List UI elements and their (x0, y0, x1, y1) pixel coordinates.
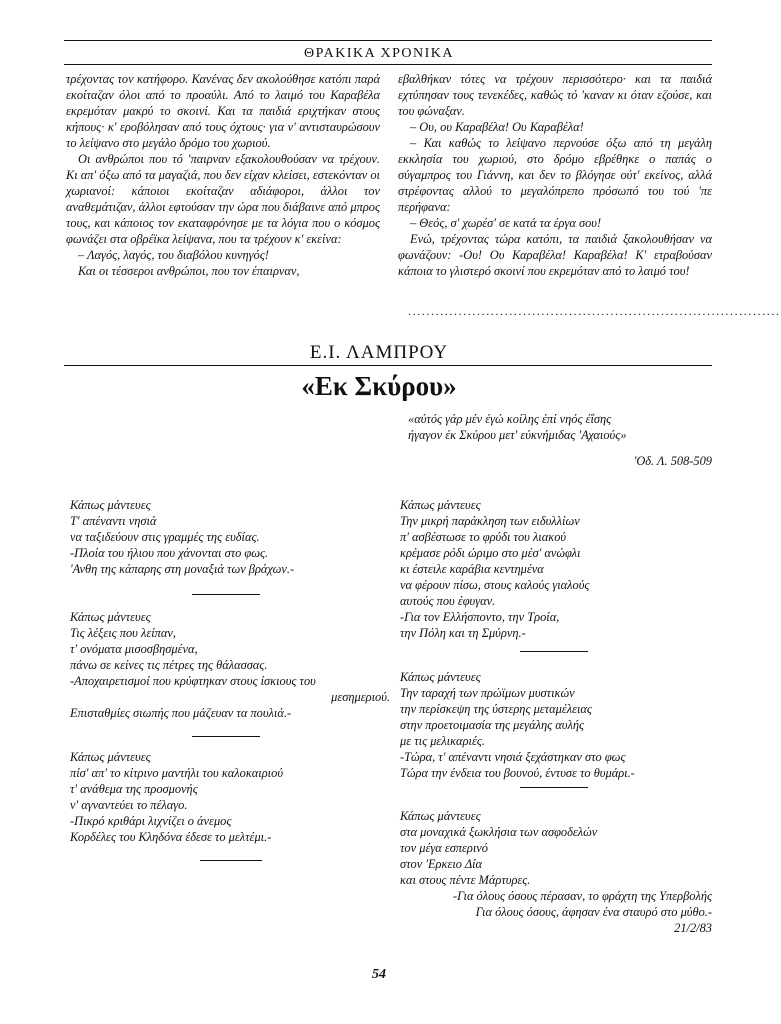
poem-line: Επισταθμίες σιωπής που μάζευαν τα πουλιά.- (70, 706, 292, 720)
poem-column-right (400, 497, 712, 641)
poem-line: Κάπως μάντευες (70, 498, 151, 512)
prose-paragraph: Οι ανθρώποι που τό 'παιρναν εξακολουθούσαν να τρέχουν. Κι απ' όξω από τα μαγαζιά, που δεν είχαν κλείσει, εστεκόνταν οι χωριανοί: κάποιοι εκοίταζαν αδιάφοροι, άλλοι τον αναθεμάτιζαν, άλλοι εφτούσαν την ώρα που διάβαινε από μπρος τους, και κάποιος τον εκαταφρόνησε με τα λόγια που ο κόσμος φωνάζει στα οβρέϊκα λείψανα, που τα τρέχουν κ' εκείνα: (66, 152, 380, 246)
header-rule-top (64, 40, 712, 41)
poem-line: την περίσκεψη της ύστερης μεταμέλειας (400, 702, 592, 716)
poem-line: -Πλοία του ήλιου που χάνονται στο φως. (70, 546, 269, 560)
poem-line: Κάπως μάντευες (400, 809, 481, 823)
poem-line: Κάπως μάντευες (400, 670, 481, 684)
poem-line: στην προετοιμασία της μεγάλης αυλής (400, 718, 585, 732)
author-name: Ε.Ι. ΛΑΜΠΡΟΥ (309, 342, 449, 363)
poem-line: -Αποχαιρετισμοί που κρύφτηκαν στους ίσκιους του (70, 674, 316, 688)
page-number: 54 (372, 967, 386, 982)
poem-line: στα μοναχικά ξωκλήσια των ασφοδελών (400, 825, 598, 839)
poem-column-left (70, 497, 390, 577)
prose-dialogue: – Θεός, σ' χωρέσ' σε κατά τα έργα σου! (410, 216, 602, 230)
poem-line: Την ταραχή των πρώϊμων μυστικών (400, 686, 575, 700)
section-rule (64, 365, 712, 366)
poem-title: «Εκ Σκύρου» (301, 371, 457, 401)
poem-line: πίσ' απ' το κίτρινο μαντήλι του καλοκαιριού (70, 766, 284, 780)
stanza-separator (520, 787, 588, 788)
poem-line: τον μέγα εσπερινό (400, 841, 488, 855)
stanza-separator (192, 736, 260, 737)
poem-line-continuation: μεσημεριού. (331, 690, 390, 704)
epigraph-line: ήγαγον έκ Σκύρου μετ' εύκνήμιδας 'Αχαιούς» (408, 428, 627, 442)
poem-line: -Πικρό κριθάρι λιχνίζει ο άνεμος (70, 814, 232, 828)
stanza-separator (192, 594, 260, 595)
prose-column-right (398, 71, 712, 279)
prose-paragraph: τρέχοντας τον κατήφορο. Κανένας δεν ακολούθησε κατόπι παρά εκοίταζαν όλοι από το προαύλι. Από το λαιμό του Καραβέλα εκρεμόταν μακρύ το σκοινί. Και τα παιδιά εριχτήκαν στους κήπους· κ' εροβόλησαν από τους όχτους· για ν' αντισταυρώσουν το λείψανο στο μεγάλο δρόμο του χωριού. (66, 72, 380, 150)
prose-paragraph: – Και καθώς το λείψανο περνούσε όξω από τη μεγάλη εκκλησία του χωριού, στο δρόμο εβρέθηκε ο παπάς ο σύγαμπρος του Γιάννη, και δεν το βλόγησε ούτ' εκείνος, αλλά στρέφοντας αλλού το μεγαλόπρεπο πρόσωπό του τού 'πε περήφανα: (398, 136, 712, 214)
poem-line: -Για όλους όσους πέρασαν, το φράχτη της Υπερβολής (453, 889, 712, 903)
poem-line: τ' ανάθεμα της προσμονής (70, 782, 198, 796)
poem-line: Τ' απέναντι νησιά (70, 514, 157, 528)
epigraph (408, 411, 712, 469)
poem-line: στον 'Ερκειο Δία (400, 857, 483, 871)
poem-line: Κάπως μάντευες (400, 498, 481, 512)
poem-line: Τώρα την ένδεια του βουνού, έντυσε το θυμάρι.- (400, 766, 635, 780)
poem-line: -Για τον Ελλήσποντο, την Τροία, (400, 610, 560, 624)
poem-column-right (400, 808, 712, 920)
stanza-separator (200, 860, 262, 861)
poem-column-left (70, 749, 390, 845)
prose-column-left (66, 71, 380, 279)
header-rule-bottom (64, 64, 712, 65)
poem-line: πάνω σε κείνες τις πέτρες της θάλασσας. (70, 658, 268, 672)
prose-paragraph: Ενώ, τρέχοντας τώρα κατόπι, τα παιδιά ξακολουθήσαν να φωνάζουν: -Ου! Ου Καραβέλα! Καραβέλα! Κ' ετραβούσαν κάποια το γλιστερό σκοινί που εκρεμόταν από το λαιμό του! (398, 232, 712, 278)
poem-line: π' ασβέστωσε το φρύδι του λιακού (400, 530, 567, 544)
poem-line: τ' ονόματα μισοσβησμένα, (70, 642, 198, 656)
poem-line: ν' αγναντεύει το πέλαγο. (70, 798, 188, 812)
prose-dialogue: – Λαγός, λαγός, του διαβόλου κυνηγός! (78, 248, 269, 262)
poem-column-left (70, 609, 390, 721)
poem-line: 'Ανθη της κάπαρης στη μοναξιά των βράχων.- (70, 562, 295, 576)
poem-date: 21/2/83 (674, 921, 712, 935)
epigraph-line: «αύτός γάρ μέν έγώ κοίλης έπί νηός έΐσης (408, 412, 612, 426)
poem-line: -Τώρα, τ' απέναντι νησιά ξεχάστηκαν στο φως (400, 750, 626, 764)
poem-line: και στους πέντε Μάρτυρες. (400, 873, 531, 887)
poem-line: Κορδέλες του Κληδόνα έδεσε το μελτέμι.- (70, 830, 272, 844)
prose-dialogue: – Ου, ου Καραβέλα! Ου Καραβέλα! (410, 120, 584, 134)
poem-line: Κάπως μάντευες (70, 610, 151, 624)
poem-line: αυτούς που έφυγαν. (400, 594, 496, 608)
poem-line: να ταξιδεύουν στις γραμμές της ευδίας. (70, 530, 260, 544)
poem-line: κρέμασε ρόδι ώριμο στο μέσ' ανώφλι (400, 546, 581, 560)
poem-line: Την μικρή παράκληση των ειδυλλίων (400, 514, 580, 528)
prose-paragraph: Και οι τέσσεροι ανθρώποι, που τον έπαιρναν, (78, 264, 300, 278)
poem-line: με τις μελικαριές. (400, 734, 485, 748)
epigraph-source: 'Οδ. Λ. 508-509 (633, 454, 712, 468)
poem-line: Κάπως μάντευες (70, 750, 151, 764)
poem-line: κι έστειλε καράβια κεντημένα (400, 562, 544, 576)
end-dots-separator: ................................................................................. (408, 304, 781, 318)
running-head: ΘΡΑΚΙΚΑ ΧΡΟΝΙΚΑ (304, 46, 454, 61)
stanza-separator (520, 651, 588, 652)
poem-line: να φέρουν πίσω, στους καλούς γιαλούς (400, 578, 590, 592)
poem-line: την Πόλη και τη Σμύρνη.- (400, 626, 526, 640)
poem-line: Τις λέξεις που λείπαν, (70, 626, 176, 640)
prose-paragraph: εβαλθήκαν τότες να τρέχουν περισσότερο· και τα παιδιά εχτύπησαν τους τενεκέδες, καθώς τό 'καναν κι όταν εζούσε, και του φώναξαν. (398, 72, 712, 118)
poem-line: Για όλους όσους, άφησαν ένα σταυρό στο μύθο.- (475, 905, 712, 919)
poem-column-right (400, 669, 712, 781)
